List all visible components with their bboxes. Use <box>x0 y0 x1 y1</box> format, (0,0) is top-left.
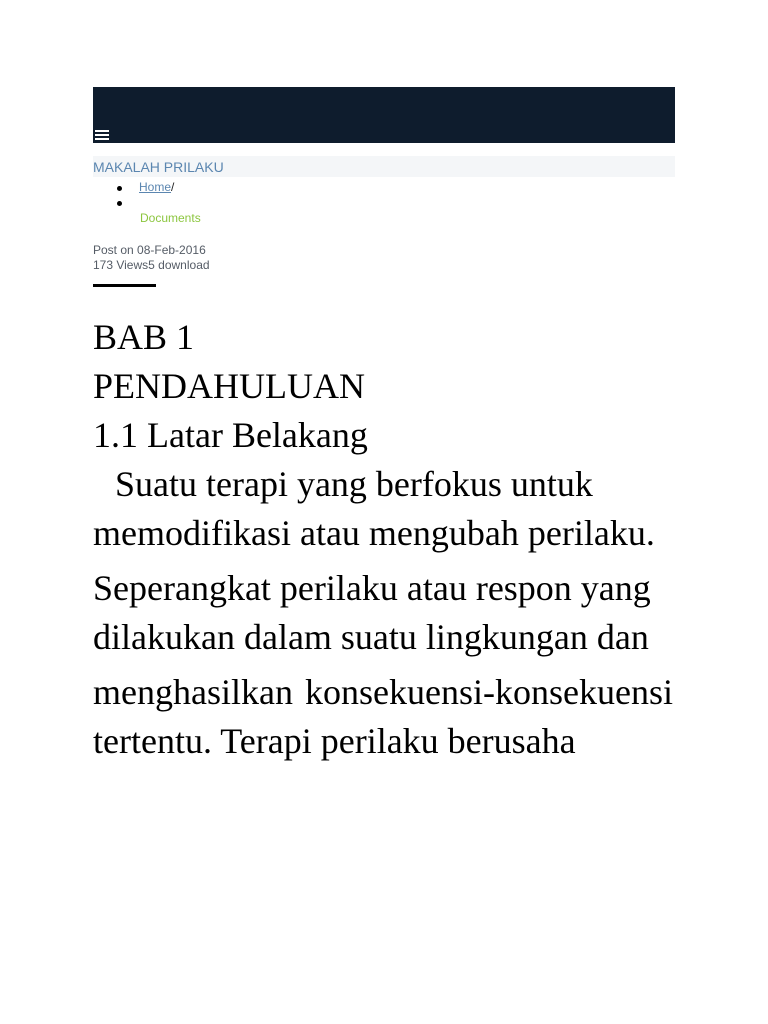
breadcrumb-item-home <box>93 180 174 195</box>
download-count: 5 download <box>148 258 210 272</box>
breadcrumb-separator: / <box>171 180 175 194</box>
bullet-icon <box>117 201 122 206</box>
bullet-icon <box>117 186 122 191</box>
breadcrumb-item-documents <box>93 195 174 210</box>
breadcrumb-documents-link[interactable]: Documents <box>140 211 201 225</box>
breadcrumb <box>93 180 174 210</box>
divider <box>93 284 156 287</box>
document-title-bar <box>93 156 675 177</box>
body-paragraph: Seperangkat perilaku atau respon yang dilakukan dalam suatu lingkungan dan <box>93 568 651 657</box>
view-count: 173 Views <box>93 258 149 272</box>
stats <box>93 258 210 273</box>
document-meta <box>93 243 210 273</box>
post-date: Post on 08-Feb-2016 <box>93 243 206 257</box>
document-page-content <box>93 313 673 766</box>
chapter-title: PENDAHULUAN <box>93 366 365 406</box>
document-title[interactable]: MAKALAH PRILAKU <box>93 159 224 175</box>
body-paragraph: Suatu terapi yang berfokus untuk memodifikasi atau mengubah perilaku. <box>93 464 655 553</box>
breadcrumb-home-link[interactable]: Home <box>139 180 172 194</box>
section-heading: 1.1 Latar Belakang <box>93 415 368 455</box>
top-navigation-bar <box>93 87 675 143</box>
body-paragraph: menghasilkan konsekuensi-konsekuensi tertentu. Terapi perilaku berusaha <box>93 672 673 761</box>
chapter-heading: BAB 1 <box>93 317 195 357</box>
hamburger-menu-icon[interactable] <box>95 130 109 141</box>
